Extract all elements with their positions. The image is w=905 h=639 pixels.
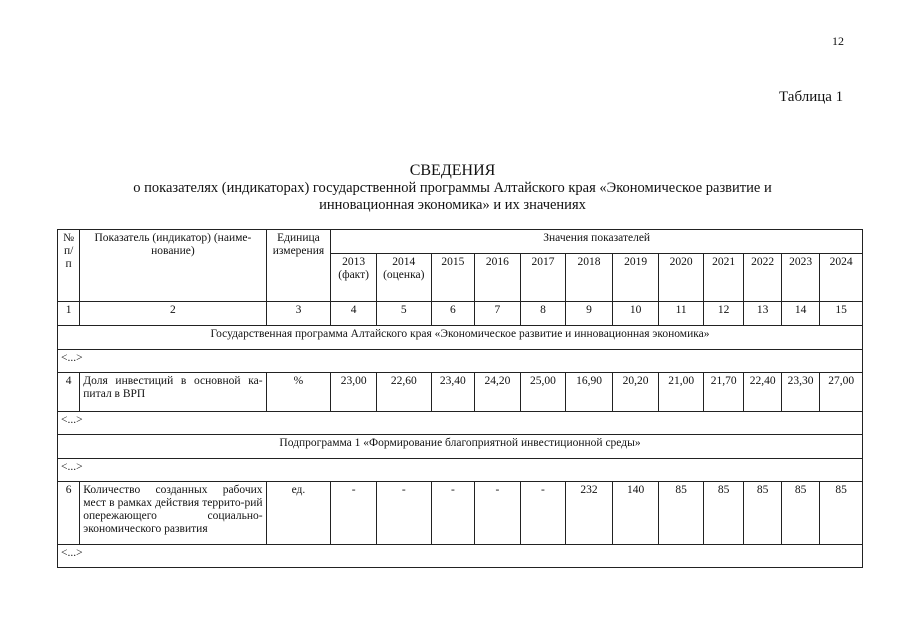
- subprogram-row: [58, 435, 863, 459]
- indicators-table: [57, 229, 863, 568]
- year-cell: 2017: [520, 254, 566, 302]
- column-numbers-row: [58, 302, 863, 326]
- column-number: 4: [331, 302, 377, 326]
- row-value: -: [376, 482, 431, 545]
- column-number: 15: [820, 302, 863, 326]
- column-number: 11: [659, 302, 704, 326]
- row-unit: %: [266, 373, 331, 412]
- ellipsis-text: <...>: [58, 412, 863, 435]
- row-value: 232: [566, 482, 613, 545]
- year-cell: 2021: [703, 254, 744, 302]
- document-subtitle: о показателях (индикаторах) государственной программы Алтайского края «Экономическое развитие и инновационная экономика» и их значениях: [133, 180, 772, 213]
- table-label: Таблица 1: [779, 89, 844, 105]
- row-value: 85: [744, 482, 781, 545]
- row-value: 22,60: [376, 373, 431, 412]
- document-title: СВЕДЕНИЯ: [409, 162, 496, 179]
- row-value: 24,20: [475, 373, 521, 412]
- year-cell: 2015: [431, 254, 475, 302]
- year-cell: 2018: [566, 254, 613, 302]
- ellipsis-text: <...>: [58, 459, 863, 482]
- row-num: 6: [58, 482, 80, 545]
- header-num: № п/п: [58, 230, 80, 302]
- ellipsis-row: [58, 350, 863, 373]
- row-value: -: [431, 482, 475, 545]
- row-value: 16,90: [566, 373, 613, 412]
- ellipsis-row: [58, 545, 863, 568]
- program-title: Государственная программа Алтайского края «Экономическое развитие и инновационная экономика»: [58, 326, 863, 350]
- row-value: -: [520, 482, 566, 545]
- table-row: [58, 373, 863, 412]
- column-number: 1: [58, 302, 80, 326]
- row-value: 140: [612, 482, 659, 545]
- year-cell: 2019: [612, 254, 659, 302]
- row-value: 85: [703, 482, 744, 545]
- row-value: 23,30: [781, 373, 819, 412]
- row-value: 85: [659, 482, 704, 545]
- column-number: 2: [80, 302, 266, 326]
- column-number: 14: [781, 302, 819, 326]
- year-cell: 2024: [820, 254, 863, 302]
- ellipsis-text: <...>: [58, 545, 863, 568]
- row-value: 27,00: [820, 373, 863, 412]
- ellipsis-text: <...>: [58, 350, 863, 373]
- subprogram-title: Подпрограмма 1 «Формирование благоприятной инвестиционной среды»: [58, 435, 863, 459]
- row-num: 4: [58, 373, 80, 412]
- row-indicator: Количество созданных рабочих мест в рамках действия террито-рий опережающего социально-экономического развития: [80, 482, 266, 545]
- row-value: -: [475, 482, 521, 545]
- column-number: 10: [612, 302, 659, 326]
- row-value: 20,20: [612, 373, 659, 412]
- row-value: 22,40: [744, 373, 781, 412]
- header-indicator: Показатель (индикатор) (наиме-нование): [80, 230, 266, 302]
- column-number: 12: [703, 302, 744, 326]
- year-cell: 2013 (факт): [331, 254, 377, 302]
- row-value: 23,00: [331, 373, 377, 412]
- ellipsis-row: [58, 459, 863, 482]
- row-value: 23,40: [431, 373, 475, 412]
- ellipsis-row: [58, 412, 863, 435]
- document-heading: [0, 162, 905, 214]
- column-number: 5: [376, 302, 431, 326]
- page-number: 12: [832, 34, 844, 48]
- column-number: 9: [566, 302, 613, 326]
- row-value: 85: [820, 482, 863, 545]
- year-cell: 2014 (оценка): [376, 254, 431, 302]
- row-value: 85: [781, 482, 819, 545]
- header-values: Значения показателей: [331, 230, 863, 254]
- row-value: 25,00: [520, 373, 566, 412]
- table-row: [58, 482, 863, 545]
- row-value: -: [331, 482, 377, 545]
- header-unit: Единица измерения: [266, 230, 331, 302]
- year-cell: 2022: [744, 254, 781, 302]
- row-unit: ед.: [266, 482, 331, 545]
- header-row: [58, 230, 863, 254]
- column-number: 8: [520, 302, 566, 326]
- column-number: 6: [431, 302, 475, 326]
- row-indicator: Доля инвестиций в основной ка-питал в ВРП: [80, 373, 266, 412]
- row-value: 21,00: [659, 373, 704, 412]
- year-cell: 2016: [475, 254, 521, 302]
- column-number: 3: [266, 302, 331, 326]
- year-cell: 2023: [781, 254, 819, 302]
- column-number: 7: [475, 302, 521, 326]
- program-row: [58, 326, 863, 350]
- year-cell: 2020: [659, 254, 704, 302]
- row-value: 21,70: [703, 373, 744, 412]
- column-number: 13: [744, 302, 781, 326]
